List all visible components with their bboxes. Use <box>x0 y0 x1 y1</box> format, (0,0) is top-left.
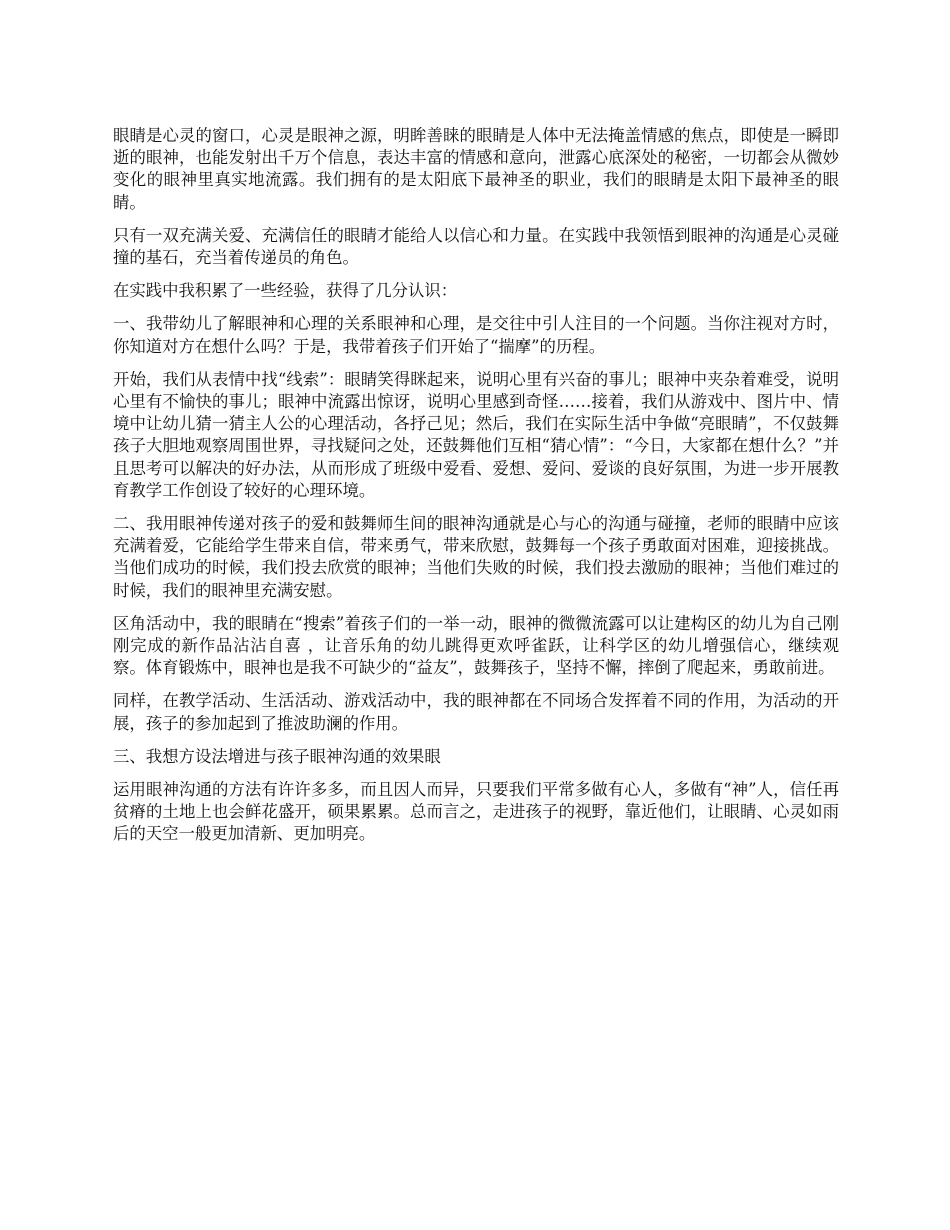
paragraph-5: 开始，我们从表情中找“线索”：眼睛笑得眯起来，说明心里有兴奋的事儿；眼神中夹杂着难受，说明心里有不愉快的事儿；眼神中流露出惊讶，说明心里感到奇怪……接着，我们从游戏中、图片中、情境中让幼儿猜一猜主人公的心理活动，各抒己见；然后，我们在实际生活中争做“亮眼睛”，不仅鼓舞孩子大胆地观察周围世界，寻找疑问之处，还鼓舞他们互相“猜心情”：“今日，大家都在想什么？”并且思考可以解决的好办法，从而形成了班级中爱看、爱想、爱问、爱谈的良好氛围，为进一步开展教育教学工作创设了较好的心理环境。 <box>113 369 839 500</box>
paragraph-7: 区角活动中，我的眼睛在“搜索”着孩子们的一举一动，眼神的微微流露可以让建构区的幼儿为自己刚刚完成的新作品沾沾自喜 ，让音乐角的幼儿跳得更欢呼雀跃，让科学区的幼儿增强信心，继续观察。体育锻炼中，眼神也是我不可缺少的“益友”，鼓舞孩子，坚持不懈，摔倒了爬起来，勇敢前进。 <box>113 613 839 678</box>
paragraph-3: 在实践中我积累了一些经验，获得了几分认识： <box>113 281 458 301</box>
document-body <box>113 125 839 857</box>
paragraph-4: 一、我带幼儿了解眼神和心理的关系眼神和心理，是交往中引人注目的一个问题。当你注视对方时，你知道对方在想什么吗？于是，我带着孩子们开始了“揣摩”的历程。 <box>113 314 839 356</box>
paragraph-6: 二、我用眼神传递对孩子的爱和鼓舞师生间的眼神沟通就是心与心的沟通与碰撞，老师的眼睛中应该充满着爱，它能给学生带来自信，带来勇气，带来欣慰，鼓舞每一个孩子勇敢面对困难，迎接挑战。当他们成功的时候，我们投去欣赏的眼神；当他们失败的时候，我们投去激励的眼神；当他们难过的时候，我们的眼神里充满安慰。 <box>113 514 839 600</box>
paragraph-1: 眼睛是心灵的窗口，心灵是眼神之源，明眸善睐的眼睛是人体中无法掩盖情感的焦点，即使是一瞬即逝的眼神，也能发射出千万个信息，表达丰富的情感和意向，泄露心底深处的秘密，一切都会从微妙变化的眼神里真实地流露。我们拥有的是太阳底下最神圣的职业，我们的眼睛是太阳下最神圣的眼睛。 <box>113 126 839 212</box>
paragraph-8: 同样，在教学活动、生活活动、游戏活动中，我的眼神都在不同场合发挥着不同的作用，为活动的开展，孩子的参加起到了推波助澜的作用。 <box>113 691 839 733</box>
paragraph-9: 三、我想方设法增进与孩子眼神沟通的效果眼 <box>113 746 441 766</box>
paragraph-2: 只有一双充满关爱、充满信任的眼睛才能给人以信心和力量。在实践中我领悟到眼神的沟通是心灵碰撞的基石，充当着传递员的角色。 <box>113 225 839 268</box>
paragraph-10: 运用眼神沟通的方法有许许多多，而且因人而异，只要我们平常多做有心人，多做有“神”人，信任再贫瘠的土地上也会鲜花盛开，硕果累累。总而言之，走进孩子的视野，靠近他们，让眼睛、心灵如雨后的天空一般更加清新、更加明亮。 <box>113 780 839 844</box>
